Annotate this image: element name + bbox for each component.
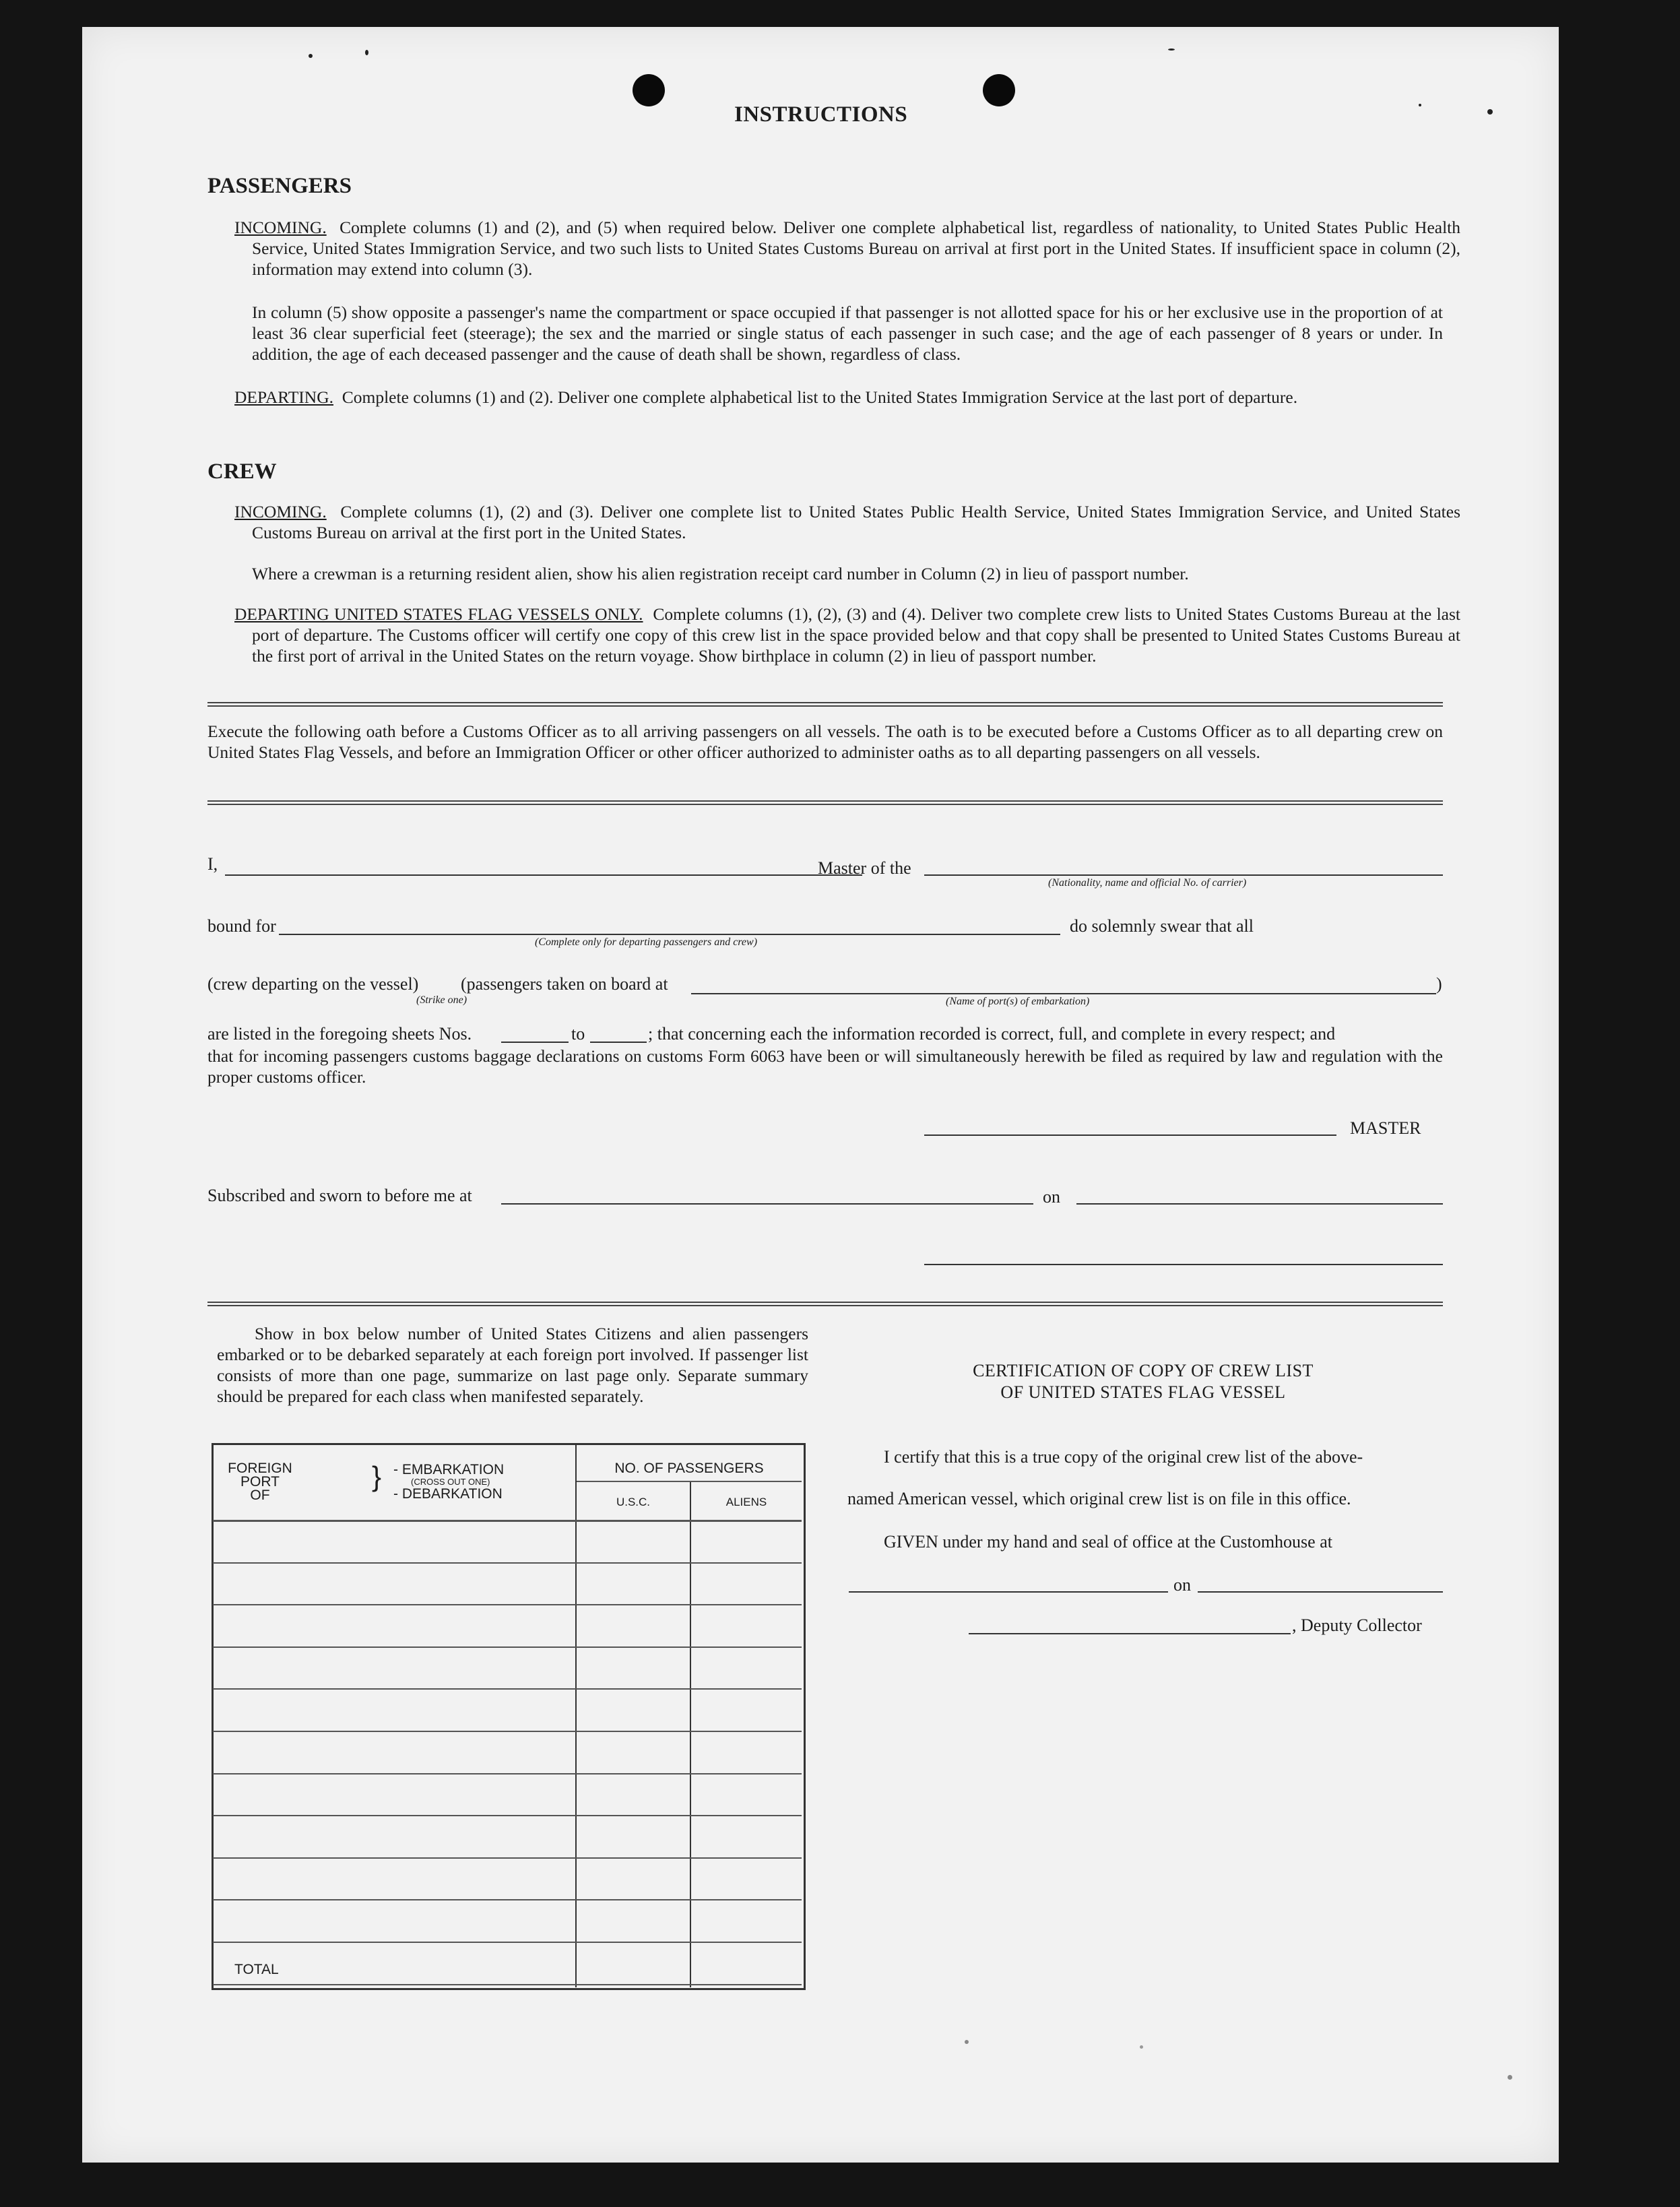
table-column-divider (575, 1444, 577, 1987)
table-row[interactable] (213, 1646, 802, 1648)
carrier-line[interactable] (924, 874, 1443, 876)
punch-hole (983, 74, 1015, 106)
crew-incoming-label: INCOMING. (234, 502, 327, 521)
customhouse-place-line[interactable] (849, 1591, 1168, 1593)
certification-on-label: on (1173, 1575, 1191, 1595)
scan-speck (309, 54, 313, 58)
certify-line2: named American vessel, which original crew list is on file in this office. (847, 1489, 1351, 1508)
certification-title-line2: OF UNITED STATES FLAG VESSEL (1000, 1382, 1286, 1402)
passengers-column5-paragraph: In column (5) show opposite a passenger's name the compartment or space occupied if that passenger is not allotted space for his or her exclusive use in the proportion of at least 36 clear superficial feet (steerage); the sex and the married or single status of each passenger in such case; and the age of each passenger of 8 years or under. In addition, the age of each deceased passenger and the cause of death shall be shown, regardless of class. (252, 302, 1443, 364)
passengers-taken-option: (passengers taken on board at (461, 974, 668, 994)
master-of-the-label: Master of the (818, 858, 911, 878)
passengers-departing-paragraph (234, 387, 1460, 408)
incoming-text: Complete columns (1) and (2), and (5) when required below. Deliver one complete alphabetical list, regardless of nationality, to United States Public Health Service, United States Immigration Service, and two such lists to United States Customs Bureau on arrival at first port in the United States. If insufficient space in column (2), information may extend into column (3). (252, 218, 1461, 279)
table-row[interactable] (213, 1984, 802, 1985)
crew-departing-option: (crew departing on the vessel) (207, 974, 419, 994)
debarkation-label: - DEBARKATION (393, 1486, 503, 1502)
crew-departing-label: DEPARTING UNITED STATES FLAG VESSELS ONLY. (234, 604, 643, 624)
embarkation-ports-line[interactable] (691, 993, 1436, 994)
crew-resident-paragraph: Where a crewman is a returning resident alien, show his alien registration receipt card number in Column (2) in lieu of passport number. (252, 564, 1189, 583)
incoming-label: INCOMING. (234, 218, 327, 237)
crew-incoming-paragraph (234, 501, 1460, 543)
deputy-collector-label: , Deputy Collector (1292, 1616, 1422, 1635)
table-header-bottom (213, 1520, 802, 1522)
swear-text: do solemnly swear that all (1070, 916, 1254, 936)
punch-hole (633, 74, 665, 106)
col-foreign-label: FOREIGN (228, 1461, 292, 1476)
no-passengers-header: NO. OF PASSENGERS (614, 1461, 764, 1476)
crew-departing-text: Complete columns (1), (2), (3) and (4). Deliver two complete crew lists to United States Customs Bureau at the last port of departure. The Customs officer will certify one copy of this crew list in the space provided below and that copy shall be presented to United States Customs Bureau at the first port of arrival in the United States on the return voyage. Show birthplace in column (2) in lieu of passport number. (252, 604, 1460, 666)
table-row[interactable] (213, 1899, 802, 1900)
cross-out-label: (CROSS OUT ONE) (411, 1477, 490, 1487)
sworn-on-label: on (1043, 1187, 1060, 1207)
deputy-collector-signature-line[interactable] (969, 1633, 1291, 1634)
table-row[interactable] (213, 1562, 802, 1564)
ports-caption: (Name of port(s) of embarkation) (946, 996, 1090, 1007)
close-paren: ) (1436, 974, 1442, 994)
subscribed-text: Subscribed and sworn to before me at (207, 1186, 472, 1205)
bound-for-label: bound for (207, 916, 276, 936)
section-divider (207, 1302, 1443, 1306)
table-row[interactable] (213, 1942, 802, 1943)
master-signature-line[interactable] (924, 1134, 1336, 1136)
passengers-heading: PASSENGERS (207, 174, 352, 198)
table-row[interactable] (213, 1857, 802, 1859)
section-divider (207, 702, 1443, 707)
table-header-divider (577, 1481, 802, 1482)
oath-instructions: Execute the following oath before a Customs Officer as to all arriving passengers on all vessels. The oath is to be executed before a Customs Officer as to all departing crew on United States Flag Vessels, and before an Immigration Officer or other officer authorized to administer oaths as to all departing passengers on all vessels. (207, 722, 1443, 762)
usc-header: U.S.C. (616, 1496, 651, 1508)
certification-title-line1: CERTIFICATION OF COPY OF CREW LIST (973, 1361, 1314, 1380)
embarkation-label: - EMBARKATION (393, 1462, 505, 1477)
crew-incoming-text: Complete columns (1), (2) and (3). Deliver one complete list to United States Public Health Service, United States Immigration Service, and United States Customs Bureau on arrival at the first port in the United States. (252, 502, 1461, 542)
page-title: INSTRUCTIONS (734, 102, 908, 127)
departing-label: DEPARTING. (234, 387, 333, 407)
sheet-from-line[interactable] (501, 1042, 569, 1043)
scan-speck (365, 50, 368, 55)
departing-text: Complete columns (1) and (2). Deliver one complete alphabetical list to the United States Immigration Service at the last port of departure. (342, 387, 1298, 407)
scan-speck (965, 2040, 969, 2044)
crew-heading: CREW (207, 459, 277, 484)
scan-speck (1168, 49, 1175, 51)
certification-date-line[interactable] (1198, 1591, 1443, 1593)
officer-signature-line[interactable] (924, 1264, 1443, 1265)
listed-sheets-text: are listed in the foregoing sheets Nos. (207, 1024, 472, 1044)
scan-speck (1419, 104, 1421, 106)
scan-speck (1487, 109, 1493, 115)
summary-instructions: Show in box below number of United States Citizens and alien passengers embarked or to be debarked separately at each foreign port involved. If passenger list consists of more than one page, summarize on last page only. Separate summary should be prepared for each class when manifested separately. (217, 1324, 808, 1406)
passenger-summary-table (212, 1443, 806, 1990)
sworn-place-line[interactable] (501, 1203, 1033, 1205)
table-row[interactable] (213, 1815, 802, 1816)
oath-i-label: I, (207, 854, 218, 874)
aliens-header: ALIENS (725, 1496, 767, 1508)
listed-to-label: to (571, 1024, 585, 1044)
crew-departing-paragraph (234, 604, 1460, 666)
carrier-caption: (Nationality, name and official No. of carrier) (1048, 877, 1247, 889)
listed-correct-text: ; that concerning each the information recorded is correct, full, and complete in every respect; and (648, 1024, 1336, 1044)
given-text: GIVEN under my hand and seal of office at the Customhouse at (884, 1532, 1332, 1552)
sheet-to-line[interactable] (590, 1042, 647, 1043)
listed-continuation: that for incoming passengers customs baggage declarations on customs Form 6063 have been or will simultaneously herewith be filed as required by law and regulation with the proper customs officer. (207, 1046, 1443, 1087)
total-label: TOTAL (234, 1962, 279, 1977)
table-row[interactable] (213, 1604, 802, 1605)
col-of-label: OF (250, 1488, 270, 1503)
scan-speck (1508, 2075, 1512, 2080)
section-divider (207, 800, 1443, 805)
scan-speck (1140, 2045, 1143, 2049)
passengers-incoming-paragraph (234, 217, 1460, 280)
form-page (82, 27, 1559, 2163)
table-row[interactable] (213, 1731, 802, 1732)
bound-for-caption: (Complete only for departing passengers and crew) (535, 936, 758, 948)
brace-icon: } (372, 1461, 382, 1492)
master-label: MASTER (1350, 1118, 1421, 1138)
table-row[interactable] (213, 1773, 802, 1774)
strike-caption: (Strike one) (416, 994, 467, 1006)
bound-for-line[interactable] (279, 934, 1060, 935)
certify-line1: I certify that this is a true copy of the original crew list of the above- (884, 1447, 1363, 1467)
table-column-divider (690, 1481, 691, 1987)
master-name-line[interactable] (225, 874, 862, 876)
sworn-date-line[interactable] (1076, 1203, 1443, 1205)
table-row[interactable] (213, 1688, 802, 1690)
col-port-label: PORT (240, 1474, 280, 1490)
